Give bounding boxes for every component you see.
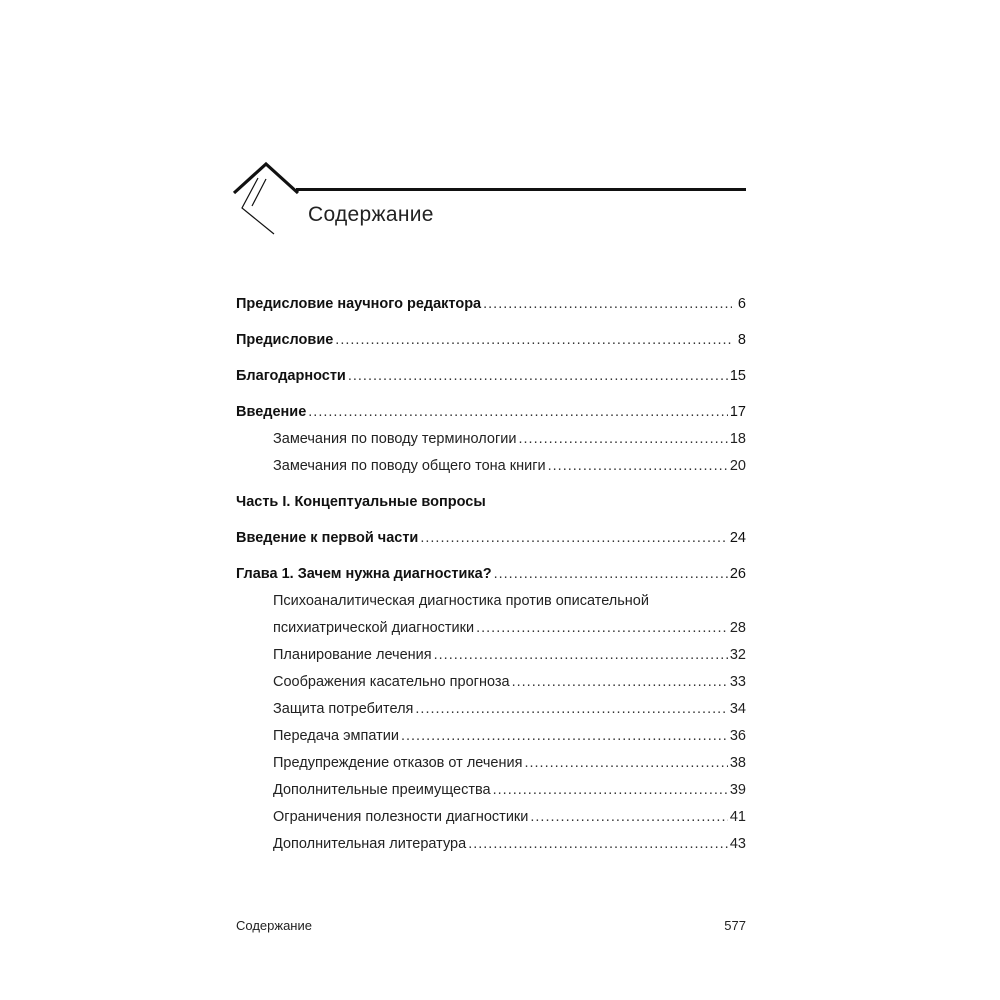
toc-entry-title: Защита потребителя [273, 701, 414, 717]
toc-leader-dots [348, 363, 728, 390]
toc-entry-title: Введение к первой части [236, 530, 419, 546]
toc-entry-page: 15 [729, 368, 746, 384]
toc-entry-page: 28 [729, 620, 746, 636]
chapter-logo-icon [232, 160, 322, 240]
toc-leader-dots [518, 426, 727, 453]
toc-entry[interactable] [236, 723, 746, 750]
toc-entry-page: 41 [729, 809, 746, 825]
toc-entry-title: Психоаналитическая диагностика против описательной [273, 593, 649, 609]
toc-entry-page: 32 [729, 647, 746, 663]
running-title: Содержание [236, 918, 312, 933]
toc-entry-page: 43 [729, 836, 746, 852]
toc-entry[interactable] [236, 831, 746, 858]
toc-entry[interactable] [236, 489, 746, 516]
toc-entry[interactable] [236, 399, 746, 426]
toc-entry-page: 38 [729, 755, 746, 771]
toc-entry[interactable] [236, 804, 746, 831]
toc-entry[interactable] [236, 327, 746, 354]
toc-entry-page: 24 [729, 530, 746, 546]
toc-entry-page: 26 [729, 566, 746, 582]
toc-entry[interactable] [236, 696, 746, 723]
toc-entry-title: Предупреждение отказов от лечения [273, 755, 523, 771]
toc-leader-dots [493, 777, 728, 804]
table-of-contents [236, 291, 746, 858]
toc-entry[interactable] [236, 750, 746, 777]
toc-leader-dots [468, 831, 728, 858]
toc-entry-title: Часть I. Концептуальные вопросы [236, 494, 486, 510]
toc-leader-dots [401, 723, 728, 750]
toc-entry-title: Соображения касательно прогноза [273, 674, 510, 690]
toc-entry-title: Ограничения полезности диагностики [273, 809, 529, 825]
toc-leader-dots [308, 399, 728, 426]
toc-entry-page: 6 [737, 296, 746, 312]
toc-entry[interactable] [236, 642, 746, 669]
toc-entry[interactable] [236, 615, 746, 642]
toc-entry-page: 39 [729, 782, 746, 798]
toc-entry[interactable] [236, 291, 746, 318]
toc-entry-title: Планирование лечения [273, 647, 432, 663]
toc-entry-title: Благодарности [236, 368, 346, 384]
toc-entry-title: Введение [236, 404, 307, 420]
toc-leader-dots [434, 642, 728, 669]
toc-leader-dots [512, 669, 728, 696]
toc-entry-title: Передача эмпатии [273, 728, 399, 744]
toc-leader-dots [476, 615, 728, 642]
toc-entry-title: психиатрической диагностики [273, 620, 475, 636]
toc-leader-dots [335, 327, 732, 354]
page-title: Содержание [308, 203, 434, 226]
toc-leader-dots [530, 804, 727, 831]
toc-leader-dots [420, 525, 728, 552]
toc-entry[interactable] [236, 588, 746, 615]
toc-entry[interactable] [236, 561, 746, 588]
toc-entry-title: Дополнительные преимущества [273, 782, 491, 798]
toc-entry[interactable] [236, 363, 746, 390]
toc-leader-dots [548, 453, 728, 480]
toc-entry-title: Предисловие [236, 332, 334, 348]
page-number: 577 [724, 918, 746, 933]
toc-entry-title: Замечания по поводу общего тона книги [273, 458, 546, 474]
heading-rule [296, 188, 746, 191]
toc-entry-page: 20 [729, 458, 746, 474]
toc-entry-page: 17 [729, 404, 746, 420]
toc-entry-title: Глава 1. Зачем нужна диагностика? [236, 566, 492, 582]
toc-entry[interactable] [236, 669, 746, 696]
toc-leader-dots [524, 750, 727, 777]
toc-entry-page: 34 [729, 701, 746, 717]
toc-entry[interactable] [236, 777, 746, 804]
toc-leader-dots [494, 561, 728, 588]
toc-entry-title: Дополнительная литература [273, 836, 467, 852]
toc-entry-title: Предисловие научного редактора [236, 296, 482, 312]
toc-leader-dots [483, 291, 732, 318]
toc-entry[interactable] [236, 426, 746, 453]
toc-entry-page: 33 [729, 674, 746, 690]
toc-entry[interactable] [236, 453, 746, 480]
toc-entry-page: 18 [729, 431, 746, 447]
toc-leader-dots [415, 696, 727, 723]
toc-entry-title: Замечания по поводу терминологии [273, 431, 517, 447]
toc-entry-page: 8 [737, 332, 746, 348]
toc-entry-page: 36 [729, 728, 746, 744]
toc-entry[interactable] [236, 525, 746, 552]
